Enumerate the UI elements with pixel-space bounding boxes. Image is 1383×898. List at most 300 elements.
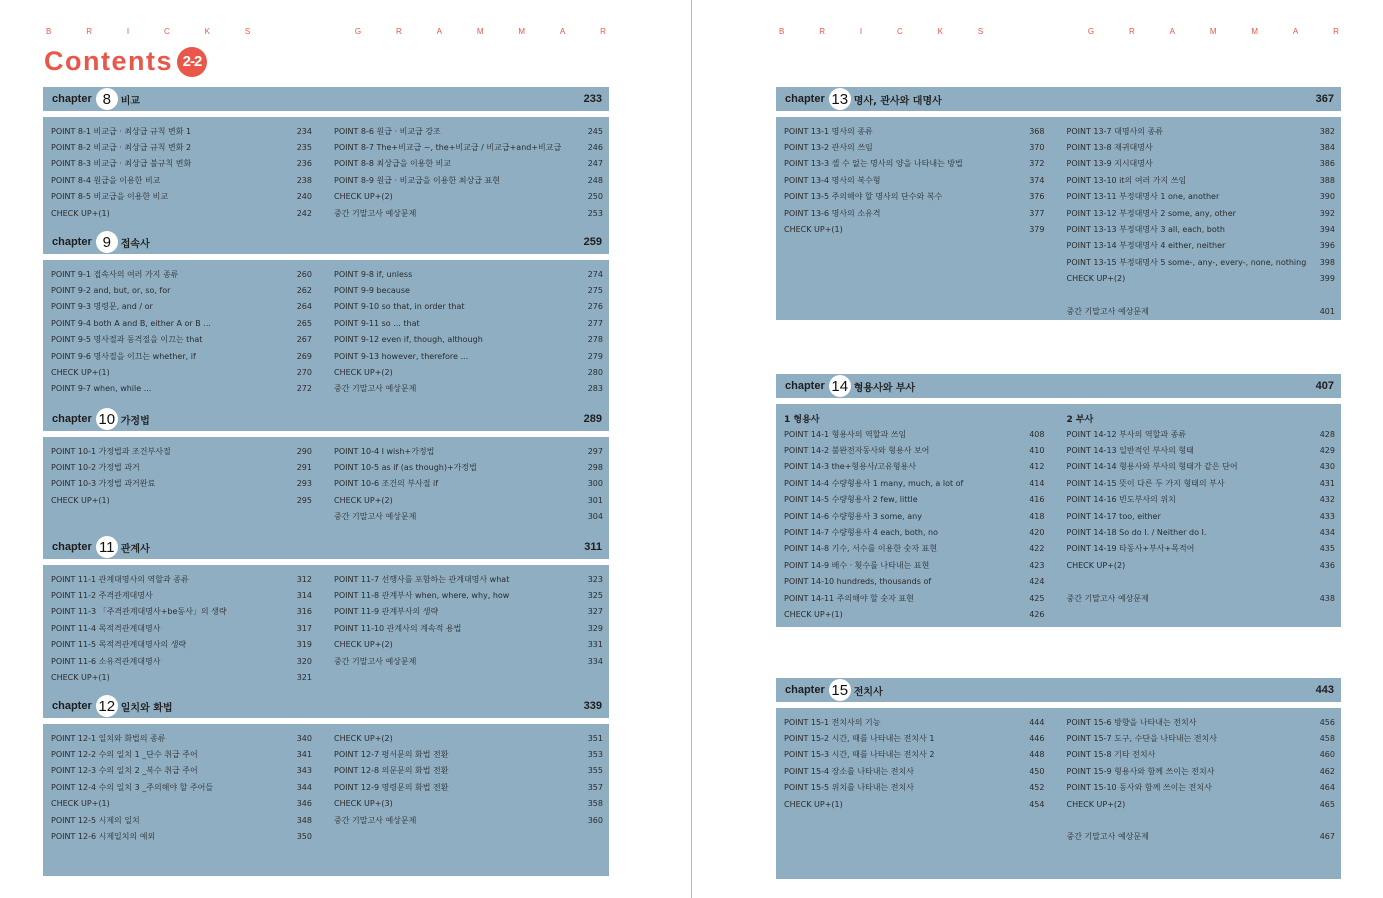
toc-entry[interactable] xyxy=(51,139,326,155)
toc-entry-page: 293 xyxy=(296,479,312,489)
header-letter: C xyxy=(163,27,170,36)
toc-entry[interactable] xyxy=(334,332,609,348)
toc-entry-page: 358 xyxy=(587,799,603,809)
toc-entry-label: POINT 11-8 관계부사 when, where, why, how xyxy=(334,591,510,601)
toc-entry[interactable] xyxy=(334,812,609,828)
toc-entry[interactable] xyxy=(1067,714,1342,730)
toc-entry-page: 344 xyxy=(296,782,312,792)
toc-entry[interactable] xyxy=(51,476,326,492)
toc-entry[interactable] xyxy=(334,796,609,812)
toc-entry-page: 446 xyxy=(1029,734,1045,744)
toc-entry-page: 275 xyxy=(587,286,603,296)
toc-entry[interactable] xyxy=(51,299,326,315)
toc-entry-page: 464 xyxy=(1319,783,1335,793)
toc-entry-label: POINT 14-13 일반적인 부사의 형태 xyxy=(1066,446,1194,456)
toc-entry-page: 279 xyxy=(587,351,603,361)
toc-entry[interactable] xyxy=(1067,796,1342,812)
chapter-header[interactable] xyxy=(43,87,609,111)
chapter-page: 311 xyxy=(584,541,602,553)
toc-entry[interactable] xyxy=(784,606,1059,622)
toc-entry-page: 436 xyxy=(1319,560,1335,570)
chapter-block xyxy=(43,230,609,426)
toc-entry-page: 351 xyxy=(587,733,603,743)
toc-entry-page: 300 xyxy=(587,479,603,489)
contents-column-left xyxy=(43,266,326,422)
toc-entry[interactable] xyxy=(334,653,609,669)
toc-entry-page: 240 xyxy=(296,192,312,202)
toc-entry[interactable] xyxy=(784,123,1059,139)
toc-entry[interactable] xyxy=(1067,156,1342,172)
toc-entry-label: POINT 10-1 가정법과 조건부사절 xyxy=(51,446,171,456)
toc-entry[interactable] xyxy=(51,156,326,172)
toc-entry-page: 357 xyxy=(587,782,603,792)
contents-column-left xyxy=(43,443,326,550)
toc-entry-label: POINT 8-9 원급 · 비교급을 이용한 최상급 표현 xyxy=(334,175,500,185)
toc-entry-page: 368 xyxy=(1029,126,1045,136)
toc-entry-page: 434 xyxy=(1319,528,1335,538)
toc-entry[interactable] xyxy=(1067,254,1342,270)
toc-entry-label: POINT 13-8 재귀대명사 xyxy=(1066,143,1153,153)
header-letter: R xyxy=(819,27,825,36)
toc-entry-label: POINT 13-9 지시대명사 xyxy=(1066,159,1153,169)
chapter-number: 13 xyxy=(829,88,851,110)
toc-entry-label: POINT 9-9 because xyxy=(334,286,410,296)
chapter-block xyxy=(43,407,609,554)
toc-entry-label: POINT 11-5 목적격관계대명사의 생략 xyxy=(51,640,187,650)
toc-entry-page: 274 xyxy=(587,269,603,279)
toc-entry[interactable] xyxy=(334,571,609,587)
toc-entry[interactable] xyxy=(334,637,609,653)
toc-entry-label: POINT 13-10 it의 여러 가지 쓰임 xyxy=(1066,175,1187,185)
toc-entry[interactable] xyxy=(334,443,609,459)
toc-entry[interactable] xyxy=(784,730,1059,746)
toc-entry[interactable] xyxy=(334,315,609,331)
toc-entry[interactable] xyxy=(784,221,1059,237)
toc-entry-page: 283 xyxy=(587,384,603,394)
chapter-header[interactable] xyxy=(43,694,609,718)
toc-entry[interactable] xyxy=(51,123,326,139)
toc-entry[interactable] xyxy=(784,541,1059,557)
toc-entry[interactable] xyxy=(51,381,326,397)
toc-entry[interactable] xyxy=(1067,189,1342,205)
toc-entry[interactable] xyxy=(1067,442,1342,458)
toc-entry-label: POINT 12-3 수의 일치 2 _복수 취급 주어 xyxy=(51,766,198,776)
toc-entry-label: POINT 11-1 관계대명사의 역할과 종류 xyxy=(51,574,189,584)
chapter-title: 비교 xyxy=(120,95,141,107)
toc-entry[interactable] xyxy=(51,620,326,636)
toc-entry-page: 246 xyxy=(587,143,603,153)
toc-entry-page: 270 xyxy=(296,368,312,378)
toc-entry-label: POINT 9-1 접속사의 여러 가지 종류 xyxy=(51,269,179,279)
toc-entry[interactable] xyxy=(1067,730,1342,746)
toc-entry[interactable] xyxy=(1067,426,1342,442)
toc-entry[interactable] xyxy=(784,508,1059,524)
toc-entry-label: POINT 9-10 so that, in order that xyxy=(334,302,465,312)
toc-entry[interactable] xyxy=(51,796,326,812)
toc-entry-page: 428 xyxy=(1319,429,1335,439)
toc-entry-page: 432 xyxy=(1319,495,1335,505)
toc-entry-label: 중간 기말고사 예상문제 xyxy=(1066,832,1149,842)
toc-entry-label: POINT 11-6 소유격관계대명사 xyxy=(51,656,161,666)
toc-entry-page: 416 xyxy=(1029,495,1045,505)
contents-column-right xyxy=(1059,123,1342,316)
toc-entry[interactable] xyxy=(784,796,1059,812)
toc-entry-page: 319 xyxy=(296,640,312,650)
toc-entry-page: 304 xyxy=(587,512,603,522)
toc-entry[interactable] xyxy=(784,156,1059,172)
toc-entry[interactable] xyxy=(784,189,1059,205)
toc-entry[interactable] xyxy=(784,780,1059,796)
toc-entry-page: 325 xyxy=(587,591,603,601)
toc-entry[interactable] xyxy=(784,590,1059,606)
toc-entry-label: POINT 13-4 명사의 복수형 xyxy=(784,175,881,185)
toc-entry-page: 386 xyxy=(1319,159,1335,169)
toc-entry[interactable] xyxy=(51,746,326,762)
toc-entry-page: 269 xyxy=(296,351,312,361)
toc-entry[interactable] xyxy=(1067,508,1342,524)
toc-entry[interactable] xyxy=(51,282,326,298)
toc-entry[interactable] xyxy=(51,763,326,779)
toc-entry-label: CHECK UP+(2) xyxy=(334,192,393,202)
chapter-number: 11 xyxy=(96,536,118,558)
toc-entry-label: CHECK UP+(1) xyxy=(784,799,843,809)
toc-entry[interactable] xyxy=(334,123,609,139)
toc-entry[interactable] xyxy=(334,172,609,188)
chapter-page: 259 xyxy=(583,236,602,248)
toc-entry-page: 329 xyxy=(587,623,603,633)
toc-entry[interactable] xyxy=(1067,123,1342,139)
toc-entry-label: 중간 기말고사 예상문제 xyxy=(334,384,417,394)
toc-entry-label: POINT 13-5 주의해야 할 명사의 단수와 복수 xyxy=(784,192,943,202)
header-bricks-grammar-right xyxy=(779,27,1339,39)
chapter-number: 14 xyxy=(829,375,851,397)
chapter-title: 관계사 xyxy=(120,543,150,555)
toc-entry[interactable] xyxy=(51,459,326,475)
chapter-title: 일치와 화법 xyxy=(120,702,173,714)
toc-entry-label: POINT 15-2 시간, 때를 나타내는 전치사 1 xyxy=(784,734,935,744)
toc-entry[interactable] xyxy=(51,571,326,587)
toc-entry[interactable] xyxy=(51,730,326,746)
toc-entry[interactable] xyxy=(784,459,1059,475)
toc-entry-label: POINT 15-4 장소를 나타내는 전치사 xyxy=(784,766,914,776)
contents-column-right xyxy=(1059,714,1342,875)
contents-column-left xyxy=(43,571,326,712)
toc-entry-page: 360 xyxy=(587,815,603,825)
toc-entry[interactable] xyxy=(1067,763,1342,779)
toc-entry[interactable] xyxy=(1067,524,1342,540)
toc-entry-page: 247 xyxy=(587,159,603,169)
toc-entry-label: POINT 12-5 시제의 일치 xyxy=(51,815,140,825)
toc-entry-label: POINT 13-14 부정대명사 4 either, neither xyxy=(1066,241,1226,251)
toc-entry-label: CHECK UP+(1) xyxy=(51,495,110,505)
toc-entry[interactable] xyxy=(784,492,1059,508)
header-letter: I xyxy=(859,27,863,36)
toc-entry[interactable] xyxy=(334,381,609,397)
toc-entry[interactable] xyxy=(334,156,609,172)
contents-column-right xyxy=(326,571,609,712)
toc-entry-page: 425 xyxy=(1029,593,1045,603)
toc-entry-label: POINT 14-10 hundreds, thousands of xyxy=(784,577,932,587)
toc-entry-page: 430 xyxy=(1319,462,1335,472)
toc-entry-label: POINT 15-10 동사와 함께 쓰이는 전치사 xyxy=(1066,783,1212,793)
toc-entry-label: POINT 14-19 타동사+부사+목적어 xyxy=(1066,544,1195,554)
toc-entry-page: 234 xyxy=(296,126,312,136)
chapter-block xyxy=(43,535,609,716)
toc-entry[interactable] xyxy=(334,587,609,603)
toc-entry[interactable] xyxy=(1067,492,1342,508)
toc-entry[interactable] xyxy=(784,524,1059,540)
toc-entry[interactable] xyxy=(334,139,609,155)
toc-entry[interactable] xyxy=(1067,238,1342,254)
toc-entry-label: POINT 15-8 기타 전치사 xyxy=(1066,750,1156,760)
toc-entry-label: POINT 8-3 비교급 · 최상급 불규칙 변화 xyxy=(51,159,192,169)
toc-entry-label: CHECK UP+(2) xyxy=(334,495,393,505)
toc-entry[interactable] xyxy=(51,172,326,188)
toc-entry[interactable] xyxy=(334,730,609,746)
toc-entry[interactable] xyxy=(1067,780,1342,796)
chapter-header[interactable] xyxy=(43,407,609,431)
toc-entry-page: 235 xyxy=(296,143,312,153)
contents-column-left xyxy=(776,714,1059,875)
toc-entry-label: POINT 12-1 일치와 화법의 종류 xyxy=(51,733,166,743)
toc-entry[interactable] xyxy=(784,442,1059,458)
toc-entry[interactable] xyxy=(1067,590,1342,606)
toc-entry-label: POINT 14-11 주의해야 할 숫자 표현 xyxy=(784,593,914,603)
contents-column-left xyxy=(776,123,1059,316)
toc-entry[interactable] xyxy=(1067,747,1342,763)
toc-entry-page: 372 xyxy=(1029,159,1045,169)
toc-entry[interactable] xyxy=(334,189,609,205)
toc-entry[interactable] xyxy=(1067,829,1342,845)
toc-entry-page: 396 xyxy=(1319,241,1335,251)
chapter-header[interactable] xyxy=(43,535,609,559)
toc-entry-label: POINT 11-4 목적격관계대명사 xyxy=(51,623,161,633)
toc-entry-label: POINT 9-13 however, therefore ... xyxy=(334,351,469,361)
toc-entry-page: 314 xyxy=(296,591,312,601)
toc-entry[interactable] xyxy=(1067,205,1342,221)
toc-entry-label: POINT 15-9 형용사와 함께 쓰이는 전치사 xyxy=(1066,766,1215,776)
chapter-header[interactable] xyxy=(776,374,1341,398)
toc-entry-label: POINT 9-5 명사절과 동격절을 이끄는 that xyxy=(51,335,203,345)
toc-entry-page: 462 xyxy=(1319,766,1335,776)
toc-entry-page: 320 xyxy=(296,656,312,666)
header-letter: C xyxy=(896,27,903,36)
toc-entry-label: 중간 기말고사 예상문제 xyxy=(334,512,417,522)
toc-entry-label: POINT 13-1 명사의 종류 xyxy=(784,126,873,136)
chapter-word: chapter xyxy=(785,380,825,392)
toc-entry-page: 267 xyxy=(296,335,312,345)
contents-column-right xyxy=(326,266,609,422)
toc-entry[interactable] xyxy=(51,828,326,844)
toc-entry-page: 398 xyxy=(1319,257,1335,267)
toc-entry[interactable] xyxy=(1067,459,1342,475)
toc-entry-page: 379 xyxy=(1029,225,1045,235)
toc-entry[interactable] xyxy=(334,348,609,364)
toc-entry xyxy=(1067,812,1342,828)
toc-entry[interactable] xyxy=(51,653,326,669)
toc-entry-page: 245 xyxy=(587,126,603,136)
toc-entry-page: 452 xyxy=(1029,783,1045,793)
toc-entry-label: POINT 14-12 부사의 역할과 종류 xyxy=(1066,429,1187,439)
header-letter: A xyxy=(1169,27,1175,36)
chapter-number: 10 xyxy=(96,408,118,430)
toc-entry[interactable] xyxy=(51,812,326,828)
header-letter: A xyxy=(1292,27,1299,36)
contents-column-right xyxy=(326,443,609,550)
toc-entry-page: 312 xyxy=(296,574,312,584)
chapter-header[interactable] xyxy=(776,87,1341,111)
toc-entry-page: 291 xyxy=(296,463,312,473)
toc-entry[interactable] xyxy=(334,476,609,492)
chapter-contents xyxy=(43,260,609,426)
toc-entry[interactable] xyxy=(51,189,326,205)
chapter-header[interactable] xyxy=(43,230,609,254)
toc-entry[interactable] xyxy=(334,763,609,779)
toc-entry-page: 353 xyxy=(587,750,603,760)
toc-entry[interactable] xyxy=(1067,475,1342,491)
toc-entry-label: POINT 9-3 명령문, and / or xyxy=(51,302,153,312)
toc-entry-page: 272 xyxy=(296,384,312,394)
toc-entry-page: 456 xyxy=(1319,717,1335,727)
chapter-word: chapter xyxy=(52,93,92,105)
toc-entry[interactable] xyxy=(51,637,326,653)
toc-entry-page: 414 xyxy=(1029,478,1045,488)
toc-entry-label: POINT 13-12 부정대명사 2 some, any, other xyxy=(1066,208,1236,218)
toc-entry-page: 412 xyxy=(1029,462,1045,472)
toc-entry-page: 265 xyxy=(296,318,312,328)
toc-entry-page: 278 xyxy=(587,335,603,345)
toc-entry[interactable] xyxy=(51,443,326,459)
toc-entry-label: POINT 10-4 I wish+가정법 xyxy=(334,446,435,456)
toc-entry[interactable] xyxy=(51,315,326,331)
toc-entry[interactable] xyxy=(334,604,609,620)
toc-entry-label: POINT 15-7 도구, 수단을 나타내는 전치사 xyxy=(1066,734,1218,744)
toc-entry-label: POINT 10-6 조건의 부사절 if xyxy=(334,479,439,489)
toc-entry-label: CHECK UP+(2) xyxy=(1066,274,1126,284)
toc-entry[interactable] xyxy=(1067,221,1342,237)
page-divider xyxy=(691,0,692,898)
toc-entry-label: CHECK UP+(1) xyxy=(784,609,843,619)
toc-entry[interactable] xyxy=(1067,303,1342,319)
toc-entry[interactable] xyxy=(334,299,609,315)
toc-entry[interactable] xyxy=(334,282,609,298)
chapter-block xyxy=(776,374,1341,627)
toc-entry[interactable] xyxy=(334,492,609,508)
header-letter: R xyxy=(1128,27,1135,36)
toc-entry[interactable] xyxy=(784,747,1059,763)
toc-entry-page: 388 xyxy=(1319,175,1335,185)
toc-entry[interactable] xyxy=(334,205,609,221)
toc-entry[interactable] xyxy=(1067,271,1342,287)
toc-entry-page: 348 xyxy=(296,815,312,825)
chapter-header[interactable] xyxy=(776,678,1341,702)
toc-entry-page: 295 xyxy=(296,495,312,505)
toc-entry[interactable] xyxy=(51,266,326,282)
toc-entry[interactable] xyxy=(784,172,1059,188)
toc-entry[interactable] xyxy=(51,604,326,620)
toc-entry[interactable] xyxy=(784,714,1059,730)
contents-title-text: Contents xyxy=(44,46,173,76)
toc-entry[interactable] xyxy=(51,587,326,603)
toc-entry[interactable] xyxy=(51,779,326,795)
toc-entry-page: 384 xyxy=(1319,143,1335,153)
chapter-word: chapter xyxy=(785,93,825,105)
toc-entry-page: 376 xyxy=(1029,192,1045,202)
toc-entry[interactable] xyxy=(51,332,326,348)
chapter-page: 289 xyxy=(583,413,602,425)
toc-entry-label: POINT 13-15 부정대명사 5 some-, any-, every-, none, nothing xyxy=(1066,257,1307,267)
toc-entry-label: POINT 9-6 명사절을 이끄는 whether, if xyxy=(51,351,196,361)
toc-entry-label: CHECK UP+(2) xyxy=(334,733,393,743)
toc-entry-label: POINT 9-8 if, unless xyxy=(334,269,413,279)
toc-entry-label: POINT 11-2 주격관계대명사 xyxy=(51,591,153,601)
toc-entry[interactable] xyxy=(784,475,1059,491)
toc-entry-page: 444 xyxy=(1029,717,1045,727)
header-letter: K xyxy=(204,27,210,36)
toc-entry[interactable] xyxy=(1067,139,1342,155)
toc-entry[interactable] xyxy=(51,364,326,380)
header-letter: R xyxy=(395,27,402,36)
header-letter: M xyxy=(1209,27,1217,36)
toc-entry-page: 250 xyxy=(587,192,603,202)
toc-entry[interactable] xyxy=(51,669,326,685)
toc-entry-page: 418 xyxy=(1029,511,1045,521)
chapter-page: 367 xyxy=(1315,93,1334,105)
toc-entry[interactable] xyxy=(334,746,609,762)
toc-entry-label: POINT 14-7 수량형용사 4 each, both, no xyxy=(784,528,939,538)
toc-entry[interactable] xyxy=(51,348,326,364)
header-letter: R xyxy=(86,27,92,36)
toc-entry[interactable] xyxy=(1067,541,1342,557)
toc-entry[interactable] xyxy=(334,509,609,525)
chapter-block xyxy=(776,87,1341,320)
toc-entry-page: 431 xyxy=(1319,478,1335,488)
toc-entry[interactable] xyxy=(784,205,1059,221)
chapter-title: 명사, 관사와 대명사 xyxy=(853,95,942,107)
toc-entry[interactable] xyxy=(334,459,609,475)
toc-entry[interactable] xyxy=(784,763,1059,779)
toc-entry[interactable] xyxy=(334,364,609,380)
toc-entry[interactable] xyxy=(51,205,326,221)
toc-entry[interactable] xyxy=(334,779,609,795)
toc-entry[interactable] xyxy=(334,266,609,282)
toc-entry-label: POINT 12-2 수의 일치 1 _단수 취급 주어 xyxy=(51,750,198,760)
toc-entry[interactable] xyxy=(51,492,326,508)
toc-entry-label: POINT 10-5 as if (as though)+가정법 xyxy=(334,463,477,473)
toc-entry[interactable] xyxy=(784,557,1059,573)
header-letter: G xyxy=(1087,27,1095,36)
toc-entry[interactable] xyxy=(784,426,1059,442)
toc-entry-label: CHECK UP+(2) xyxy=(334,368,393,378)
toc-entry-page: 399 xyxy=(1319,274,1335,284)
toc-entry[interactable] xyxy=(1067,172,1342,188)
toc-entry-page: 343 xyxy=(296,766,312,776)
toc-entry[interactable] xyxy=(784,139,1059,155)
toc-entry-page: 236 xyxy=(296,159,312,169)
toc-entry-page: 253 xyxy=(587,208,603,218)
toc-entry-label: POINT 9-11 so ... that xyxy=(334,318,420,328)
toc-entry[interactable] xyxy=(334,620,609,636)
toc-entry-page: 401 xyxy=(1319,306,1335,316)
toc-entry[interactable] xyxy=(1067,557,1342,573)
toc-entry[interactable] xyxy=(784,574,1059,590)
toc-entry-label: CHECK UP+(1) xyxy=(784,225,843,235)
toc-entry-page: 340 xyxy=(296,733,312,743)
chapter-title: 가정법 xyxy=(120,415,150,427)
toc-entry-label: POINT 11-10 관계사의 계속적 용법 xyxy=(334,623,462,633)
toc-entry-page: 260 xyxy=(296,269,312,279)
toc-entry-page: 438 xyxy=(1319,593,1335,603)
